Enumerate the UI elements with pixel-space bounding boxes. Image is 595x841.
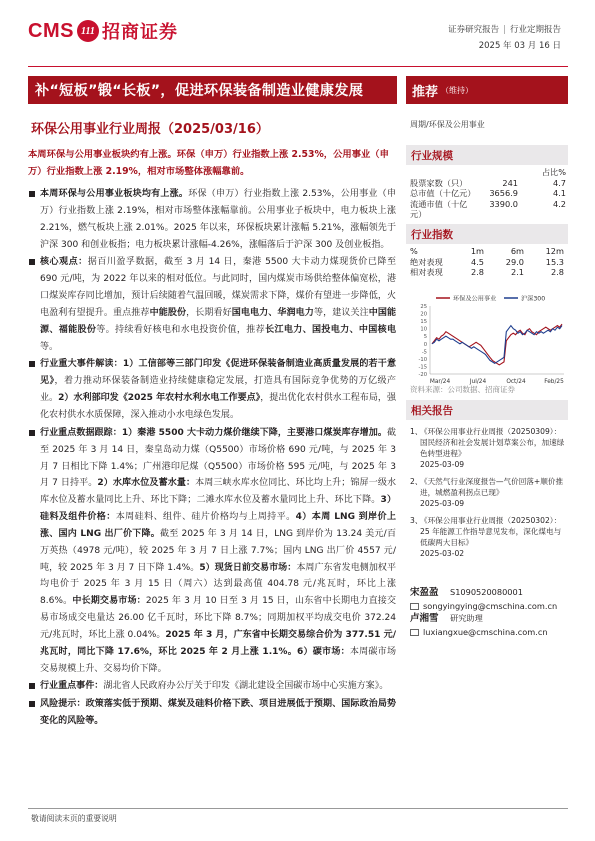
bullet-bold: 6）碳市场： — [296, 646, 350, 657]
sector-label: 周期/环保及公用事业 — [410, 120, 485, 129]
index-chart — [406, 292, 568, 388]
analyst-email[interactable]: luxiangxue@cmschina.com.cn — [423, 626, 548, 637]
table-header-row — [410, 246, 566, 257]
bullet-square-icon — [29, 701, 35, 707]
table-cell: 2.8 — [550, 267, 564, 277]
bullet-text: 截至 2025 年 3 月 14 日，秦皇岛动力煤（Q5500）市场价格 690 元/吨，与 2025 年 3 月 7 日相比下降 1.4%；广州港印尼煤（Q5500）市场价格 595 元/吨，与 2025 年 3 月 7 日持平。 — [40, 427, 396, 489]
related-reports-heading — [406, 400, 568, 420]
y-tick-label: 15 — [420, 319, 427, 326]
table-cell: 股票家数（只） — [410, 177, 468, 188]
bullet-bold: 政策落实低于预期、煤炭及硅料价格下跌、项目进展低于预期、国际政治局势变化的风险等。 — [40, 699, 397, 727]
index-chart-svg — [406, 292, 568, 388]
email-icon — [410, 629, 419, 636]
company-logo — [28, 18, 178, 44]
bullet-bold: 中能股份 — [149, 307, 187, 318]
bullet-text: 等，建议关注 — [313, 307, 369, 318]
table-header-row — [410, 167, 566, 178]
table-header: % — [410, 246, 418, 256]
table-cell: 3390.0 — [489, 198, 518, 209]
bullet-bold: 5）现货日前交易市场： — [199, 562, 297, 573]
page-title: 补“短板”锻“长板”，促进环保装备制造业健康发展 — [35, 83, 364, 99]
bullet-bold: 1）秦港 5500 大卡动力煤价继续下降，主要港口煤炭库存增加。 — [121, 427, 387, 438]
table-cell: 2.1 — [510, 267, 524, 277]
bullet-head: 行业重点事件： — [40, 681, 104, 692]
table-cell: 相对表现 — [410, 267, 443, 277]
x-tick-label: Mar/24 — [429, 379, 451, 385]
analyst-email[interactable]: songyingying@cmschina.com.cn — [423, 600, 558, 611]
bullet-market-overview — [28, 186, 396, 253]
bullet-text: ，长期看好 — [186, 307, 232, 318]
x-tick-label: Oct/24 — [506, 379, 526, 385]
bullet-bold: 3）硅料及组件价格： — [40, 495, 396, 523]
report-date: 2025-03-02 — [420, 549, 465, 558]
footer-divider — [28, 808, 568, 809]
table-header: 6m — [510, 246, 524, 256]
table-row — [410, 188, 566, 199]
section-heading-text: 相关报告 — [411, 404, 453, 417]
bullet-data-tracking — [28, 425, 396, 678]
report-number: 1、 — [410, 427, 423, 436]
report-date: 2025 年 03 月 16 日 — [478, 41, 561, 51]
bullet-key-events — [28, 678, 396, 695]
related-report-item[interactable] — [410, 426, 566, 470]
related-reports-list — [410, 426, 566, 565]
bullet-major-events — [28, 356, 396, 423]
table-cell: 15.3 — [545, 256, 564, 267]
analyst-name: 宋盈盈 — [410, 587, 439, 598]
table-row — [410, 267, 566, 278]
table-cell: 2.8 — [470, 267, 484, 277]
analyst-email-row — [410, 600, 566, 613]
bullet-bold: 中国能源、福能股份 — [40, 307, 397, 335]
table-cell: 241 — [502, 177, 518, 188]
report-date: 2025-03-09 — [420, 460, 465, 469]
report-title: 《天然气行业深度报告—气价回落+顺价推进，城燃盈利拐点已现》 — [420, 477, 564, 497]
title-banner — [28, 76, 397, 104]
y-tick-label: -10 — [418, 356, 427, 363]
bullet-square-icon — [29, 430, 35, 436]
bullet-head: 本周环保与公用事业板块均有上涨。 — [40, 189, 189, 199]
table-cell: 总市值（十亿元） — [410, 188, 476, 198]
x-tick-label: Jul/24 — [469, 379, 487, 385]
bullet-text: 湖北省人民政府办公厅关于印发《湖北建设全国碳市场中心实施方案》。 — [103, 681, 389, 692]
rating-sub: （维持） — [441, 85, 474, 95]
table-row — [410, 178, 566, 189]
bullet-text: 本周三峡水库水位同比、环比均上升；锦屏一级水库水位及蓄水量同比上升、环比下降；二滩水库水位及蓄水量同比上升、环比下降。 — [40, 478, 397, 506]
analyst-block — [410, 586, 566, 638]
bullet-bold: 1）工信部等三部门印发《促进环保装备制造业高质量发展的若干意见》 — [40, 359, 396, 387]
bullet-list — [28, 186, 396, 730]
section-heading-text: 行业指数 — [411, 228, 453, 241]
bullet-text: 截至 2025 年 3 月 14 日，LNG 到岸价为 13.24 美元/百万英热（4978 元/吨），较 2025 年 3 月 7 日上涨 7.7%；国内 LNG 出厂价 4557 元/吨，较 2025 年 3 月 7 日下降 1.4%。 — [40, 528, 396, 573]
bullet-square-icon — [29, 191, 35, 197]
table-cell: 4.1 — [552, 188, 566, 198]
bullet-head: 核心观点： — [40, 257, 88, 268]
table-cell: 4.2 — [552, 198, 566, 209]
bullet-text: 本周碳市场交易规模上升、交易均价下降。 — [40, 646, 396, 674]
rating-banner — [406, 76, 568, 104]
y-tick-label: 5 — [423, 334, 427, 341]
footer-note: 敬请阅读末页的重要说明 — [31, 814, 117, 823]
industry-scale-table — [410, 167, 566, 219]
analyst-id: S1090520080001 — [450, 587, 523, 597]
analyst-row — [410, 586, 566, 600]
report-category: 行业定期报告 — [509, 25, 561, 35]
y-tick-label: -15 — [418, 364, 427, 371]
analyst-name: 卢湘雪 — [410, 613, 439, 625]
report-title: 《环保公用事业行业周报（20250309）：国民经济和社会发展计划草案公布，加速绿色转型进程》 — [420, 427, 565, 458]
rating-label: 推荐 — [412, 84, 439, 100]
chart-source: 资料来源：公司数据、招商证券 — [410, 385, 515, 394]
logo-mark-text: 111 — [81, 25, 95, 37]
x-tick-label: Feb/25 — [544, 379, 564, 385]
table-row — [410, 198, 566, 219]
section-heading-text: 行业规模 — [411, 149, 453, 162]
series-line-0 — [432, 324, 562, 365]
email-icon — [410, 603, 419, 610]
table-cell: 4.7 — [552, 177, 566, 188]
bullet-bold: 2）水利部印发《2025 年农村水利水电工作要点》 — [58, 393, 261, 404]
table-header: 1m — [470, 246, 484, 256]
industry-index-heading — [406, 224, 568, 244]
y-tick-label: 0 — [423, 341, 427, 348]
industry-index-table — [410, 246, 566, 278]
bullet-bold: 长江电力、国投电力、中国核电 — [265, 324, 397, 335]
header-meta: 证券研究报告 | 行业定期报告 2025 年 03 月 16 日 — [448, 22, 561, 54]
bullet-bold: 2）水库水位及蓄水量： — [97, 478, 196, 489]
logo-mark-icon — [77, 20, 99, 42]
logo-cn: 招商证券 — [101, 22, 178, 43]
bullet-text: 2025 年 3 月 10 日至 3 月 15 日，山东省中长期电力直接交易市场成交电量达 26.00 亿千瓦时，环比下降 8.7%；同期加权平均成交电价 372.24 元/兆瓦时，环比上涨 0.04%。 — [40, 596, 396, 640]
bullet-head: 行业重大事件解读： — [40, 359, 123, 370]
bullet-text: ，提出优化农村供水工程布局，强化农村供水水质保障，深入推动小水电绿色发展。 — [40, 393, 396, 420]
bullet-text: 环保（申万）行业指数上涨 2.53%，公用事业（申万）行业指数上涨 2.19%，相对市场整体涨幅靠前。公用事业子板块中，电力板块上涨 2.21%，燃气板块上涨 2.01%。2025 年以来，环保板块累计涨幅 5.21%，涨幅领先于沪深 300 和创业板指；电力板块累计涨幅-4.26%，涨幅落后于沪深 300 及创业板指。 — [40, 189, 396, 250]
bullet-square-icon — [29, 361, 35, 367]
bullet-bold: 2025 年 3 月，广东省中长期交易综合价为 377.51 元/兆瓦时，同比下降 17.6%，环比 2025 年 2 月上涨 1.1%。 — [40, 629, 396, 657]
series-line-1 — [432, 326, 562, 364]
bullet-core-view — [28, 254, 396, 355]
report-title: 《环保公用事业行业周报（20250302）：25 年能源工作指导意见发布，深化煤电与低碳两大目标》 — [420, 516, 562, 547]
legend-label: 沪深300 — [521, 295, 546, 303]
bullet-text: 等。 — [40, 341, 59, 352]
report-type: 证券研究报告 — [448, 25, 500, 35]
table-row — [410, 257, 566, 268]
y-tick-label: -5 — [421, 349, 427, 356]
analyst-email-row — [410, 626, 566, 639]
report-date: 2025-03-09 — [420, 499, 465, 508]
bullet-bold: 4）本周 LNG 到岸价上涨、国内 LNG 出厂价下降。 — [40, 512, 397, 539]
page-subtitle: 环保公用事业行业周报（2025/03/16） — [31, 122, 269, 137]
legend-label: 环保及公用事业 — [453, 295, 497, 303]
industry-scale-heading — [406, 145, 568, 165]
page-header — [0, 0, 595, 62]
y-tick-label: 25 — [420, 304, 427, 310]
bullet-text: 本周广东省发电侧加权平均电价于 2025 年 3 月 15 日（周六）达到最高值 404.78 元/兆瓦时，环比上涨 8.6%。 — [40, 562, 396, 607]
bullet-text: 本周硅料、组件、硅片价格均与上周持平。 — [115, 512, 296, 523]
table-cell: 3656.9 — [489, 188, 518, 198]
report-number: 2、 — [410, 477, 423, 486]
header-divider — [28, 66, 568, 67]
y-tick-label: 10 — [420, 326, 427, 333]
table-header: 12m — [545, 246, 564, 256]
related-report-item[interactable] — [410, 476, 566, 509]
analyst-row — [410, 612, 566, 626]
table-header: 占比% — [541, 167, 566, 177]
summary-text: 本周环保与公用事业板块约有上涨。环保（申万）行业指数上涨 2.53%，公用事业（申万）行业指数上涨 2.19%，相对市场整体涨幅靠前。 — [28, 149, 389, 177]
bullet-text: 据百川盈孚数据，截至 3 月 14 日，秦港 5500 大卡动力煤现货价已降至 690 元/吨，为 2022 年以来的相对低位。与此同时，国内煤炭市场供给整体偏宽松，港口煤炭库存同比增加，预计后续随着气温回暖，煤炭需求下降，煤价有望进一步降低，火电盈利有望提升。重点推荐 — [40, 257, 396, 318]
bullet-square-icon — [29, 259, 35, 265]
logo-latin: CMS — [28, 19, 74, 42]
analyst-role: 研究助理 — [450, 613, 483, 624]
bullet-head: 风险提示： — [40, 699, 86, 710]
y-tick-label: 20 — [420, 311, 427, 318]
table-cell: 流通市值（十亿元） — [410, 198, 468, 219]
bullet-text: 等。持续看好核电和水电投资价值，推荐 — [96, 324, 266, 335]
y-tick-label: -20 — [418, 372, 427, 378]
table-cell: 绝对表现 — [410, 256, 443, 267]
bullet-square-icon — [29, 683, 35, 689]
table-cell: 4.5 — [470, 256, 484, 267]
bullet-bold: 中长期交易市场： — [72, 596, 146, 607]
report-number: 3、 — [410, 516, 423, 525]
table-cell: 29.0 — [505, 256, 524, 267]
bullet-head: 行业重点数据跟踪： — [40, 427, 122, 438]
bullet-risk — [28, 696, 396, 730]
related-report-item[interactable] — [410, 515, 566, 559]
bullet-text: ，着力推动环保装备制造业持续健康稳定发展，打造具有国际竞争优势的万亿级产业。 — [40, 376, 396, 404]
bullet-bold: 国电电力、华润电力 — [231, 307, 314, 318]
